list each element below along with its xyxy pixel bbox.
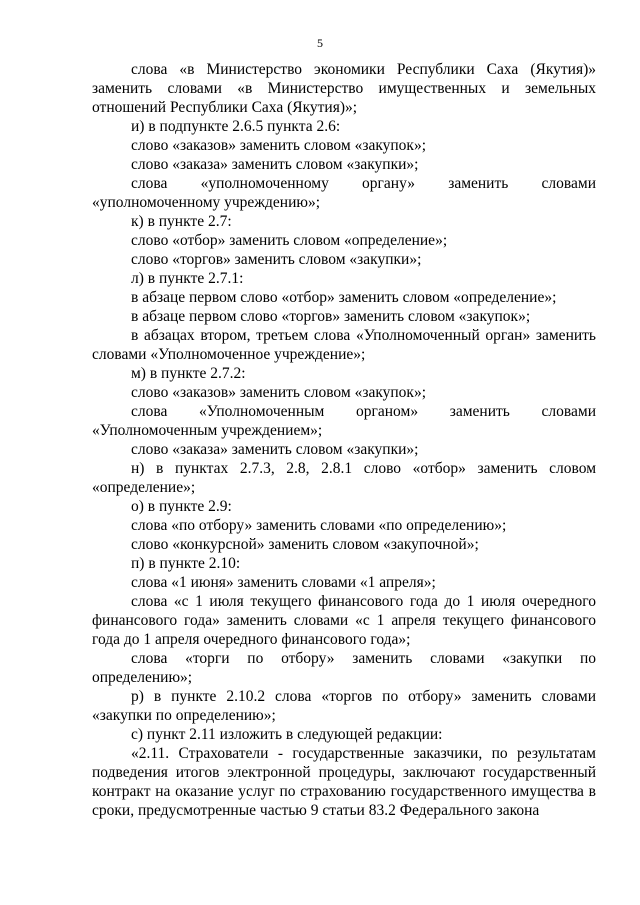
paragraph: слово «заказов» заменить словом «закупок»; [131, 384, 427, 401]
paragraph: слово «заказа» заменить словом «закупки»; [131, 441, 419, 458]
paragraph: в абзаце первом слово «отбор» заменить словом «определение»; [131, 289, 557, 306]
paragraph: н) в пунктах 2.7.3, 2.8, 2.8.1 слово «отбор» заменить словом «определение»; [92, 460, 596, 496]
paragraph: слова «уполномоченному органу» заменить словами «уполномоченному учреждению»; [92, 175, 596, 211]
document-body [92, 60, 596, 820]
paragraph: слова «по отбору» заменить словами «по определению»; [131, 517, 507, 534]
page-number: 5 [317, 36, 323, 50]
paragraph: слова «с 1 июля текущего финансового года до 1 июля очередного финансового года» заменить словами «с 1 апреля текущего финансового года до 1 апреля очередного финансового года»; [92, 593, 596, 648]
paragraph: «2.11. Страхователи - государственные заказчики, по результатам подведения итогов электронной процедуры, заключают государственный контракт на оказание услуг по страхованию государственного имущества в сроки, предусмотренные частью 9 статьи 83.2 Федерального закона [92, 745, 596, 819]
paragraph: к) в пункте 2.7: [131, 213, 232, 230]
paragraph: м) в пункте 2.7.2: [131, 365, 246, 382]
paragraph: с) пункт 2.11 изложить в следующей редакции: [131, 726, 443, 743]
paragraph: слово «заказа» заменить словом «закупки»; [131, 156, 419, 173]
paragraph: в абзацах втором, третьем слова «Уполномоченный орган» заменить словами «Уполномоченное учреждение»; [92, 327, 596, 363]
paragraph: в абзаце первом слово «торгов» заменить словом «закупок»; [131, 308, 531, 325]
paragraph: слово «отбор» заменить словом «определение»; [131, 232, 448, 249]
paragraph: п) в пункте 2.10: [131, 555, 241, 572]
paragraph: л) в пункте 2.7.1: [131, 270, 244, 287]
paragraph: о) в пункте 2.9: [131, 498, 232, 515]
paragraph: слова «Уполномоченным органом» заменить словами «Уполномоченным учреждением»; [92, 403, 596, 439]
paragraph: слово «заказов» заменить словом «закупок»; [131, 137, 427, 154]
paragraph: р) в пункте 2.10.2 слова «торгов по отбору» заменить словами «закупки по определению»; [92, 688, 596, 724]
paragraph: и) в подпункте 2.6.5 пункта 2.6: [131, 118, 341, 135]
paragraph: слова «в Министерство экономики Республики Саха (Якутия)» заменить словами «в Министерство имущественных и земельных отношений Республики Саха (Якутия)»; [92, 61, 596, 116]
paragraph: слово «конкурсной» заменить словом «закупочной»; [131, 536, 479, 553]
paragraph: слова «торги по отбору» заменить словами «закупки по определению»; [92, 650, 596, 686]
paragraph: слова «1 июня» заменить словами «1 апреля»; [131, 574, 436, 591]
paragraph: слово «торгов» заменить словом «закупки»; [131, 251, 422, 268]
